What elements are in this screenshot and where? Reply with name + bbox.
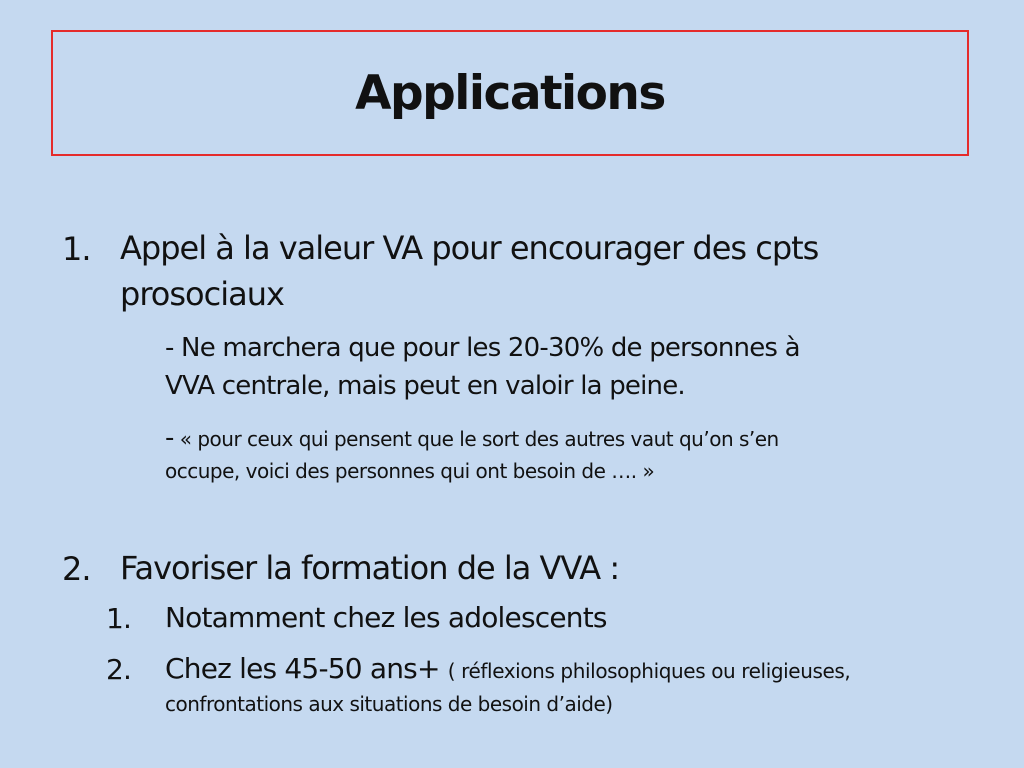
item-1-note-1-line1: - Ne marchera que pour les 20-30% de personnes à [165, 333, 800, 363]
subitem-2-text [165, 649, 850, 691]
item-1-note-2-line1 [165, 422, 779, 455]
item-2-number: 2. [62, 550, 91, 588]
subitem-1-number: 1. [106, 602, 132, 635]
item-1-line1: Appel à la valeur VA pour encourager des cpts [120, 229, 819, 267]
slide-title: Applications [355, 65, 665, 121]
subitem-1-text: Notamment chez les adolescents [165, 601, 607, 634]
item-1-note-1-line2: VVA centrale, mais peut en valoir la peine. [165, 371, 685, 401]
subitem-2-detail-line2: confrontations aux situations de besoin d’aide) [165, 692, 613, 716]
item-1-note-2-text: « pour ceux qui pensent que le sort des autres vaut qu’on s’en [179, 427, 779, 451]
item-1-note-2 [165, 422, 779, 487]
item-1-line2: prosociaux [120, 275, 284, 313]
subitem-2-detail-line1: ( réflexions philosophiques ou religieuses, [447, 659, 851, 683]
subitem-2-main: Chez les 45-50 ans+ [165, 652, 440, 685]
item-1-note-1 [165, 329, 800, 405]
title-box [51, 30, 969, 156]
item-1-number: 1. [62, 230, 91, 268]
item-1-note-2-line2: occupe, voici des personnes qui ont besoin de …. » [165, 459, 655, 483]
item-1-note-2-dash: - [165, 423, 174, 453]
item-2-text: Favoriser la formation de la VVA : [120, 549, 620, 587]
item-1-text [120, 225, 818, 317]
subitem-2-number: 2. [106, 653, 132, 686]
